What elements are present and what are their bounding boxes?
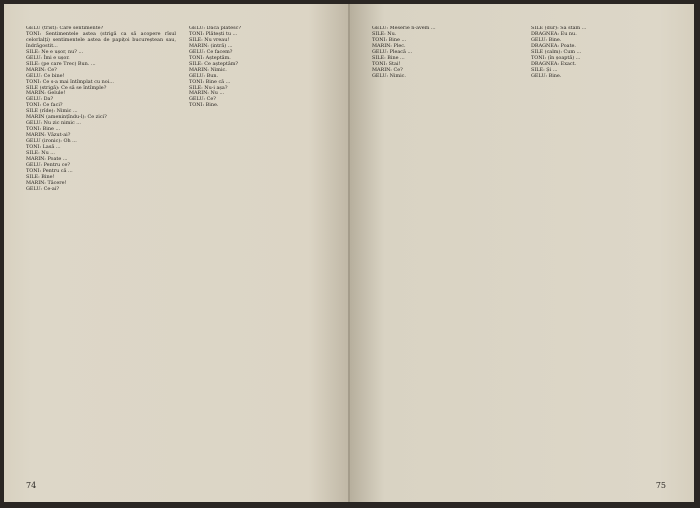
script-paragraph: GELU (trist): Care sentimente? (26, 26, 104, 31)
right-page (350, 4, 694, 502)
right-page-column-1 (372, 26, 522, 456)
script-paragraph: MARIN: Nu ... (189, 90, 225, 97)
script-paragraph: GELU: Bine. (531, 36, 562, 43)
script-paragraph: TONI: Lasă ... (26, 144, 61, 151)
script-paragraph: SILE (dur): Să stăm ... (531, 26, 587, 31)
script-paragraph: MARIN: Nimic. (189, 66, 227, 73)
script-paragraph: MARIN (amenințîndu-l): Ce zici? (26, 114, 107, 121)
script-paragraph: SILE: Nu ... (26, 150, 55, 157)
script-paragraph: SILE: Nu. (372, 30, 397, 37)
script-paragraph: GELU: Ce bine! (26, 72, 65, 79)
script-paragraph: GELU: Nimic. (372, 72, 406, 79)
script-paragraph: SILE (calm): Cum ... (531, 48, 582, 55)
script-paragraph: DRAGNEA: Exact. (531, 60, 577, 67)
script-paragraph: TONI: (în șoaptă) ... (531, 54, 581, 61)
script-paragraph: SILE: Ce așteptăm? (189, 60, 239, 67)
script-paragraph: MARIN: (intră) ... (189, 42, 233, 49)
script-paragraph: GELU: Pentru ce? (26, 161, 70, 168)
script-paragraph: GELU: Dacă plătesc? (189, 26, 241, 31)
script-paragraph: GELU: Bun. (189, 72, 219, 79)
script-paragraph: MARIN: Poate ... (26, 155, 68, 162)
script-paragraph: SILE: Și ... (531, 66, 558, 73)
script-paragraph: TONI: Bine. (189, 102, 219, 109)
script-paragraph: GELU: Îmi e ușor. (26, 54, 70, 61)
left-page-number: 74 (26, 481, 37, 490)
script-paragraph: MARIN: Gelule! (26, 90, 66, 97)
script-paragraph: SILE: Nu-i așa? (189, 84, 228, 91)
script-paragraph: TONI: Bine ... (372, 36, 407, 43)
script-paragraph: GELU: Ce facem? (189, 48, 233, 55)
script-paragraph: SILE (rîde): Nimic ... (26, 108, 78, 115)
left-page-column-2 (189, 26, 339, 456)
script-paragraph: SILE: Bine ... (372, 54, 405, 61)
script-paragraph: SILE: Bine! (26, 173, 55, 180)
script-paragraph: MARIN: Ce? (26, 66, 57, 73)
script-paragraph: DRAGNEA: Eu nu. (531, 30, 577, 37)
script-paragraph: DRAGNEA: Poate. (531, 42, 576, 49)
script-paragraph: SILE: Ne e ușor, nu? ... (26, 48, 84, 55)
script-paragraph: TONI: Ce s-a mai întîmplat cu noi... (26, 78, 114, 85)
script-paragraph: SILE (strigă): Ce să se întîmple? (26, 84, 107, 91)
script-paragraph: MARIN: Văzut-ai? (26, 132, 71, 139)
script-paragraph: TONI: Sentimentele astea (strigă ca să acopere rîsul celorlalți) sentimentele astea de papițoi bucureștean sau, îndrăgostit... (26, 30, 176, 49)
script-paragraph: TONI: Stai! (372, 60, 401, 67)
left-page (4, 4, 350, 502)
script-paragraph: GELU: Da? (26, 96, 54, 103)
script-paragraph: TONI: Pentru că ... (26, 167, 73, 174)
script-paragraph: GELU (ironic): Oh ... (26, 138, 77, 145)
script-paragraph: GELU: Pleacă ... (372, 48, 413, 55)
script-paragraph: MARIN: Ce? (372, 66, 403, 73)
script-paragraph: MARIN: Tăcere! (26, 179, 67, 186)
left-page-column-1 (26, 26, 176, 456)
script-paragraph: SILE: Nu vreau! (189, 36, 230, 43)
script-paragraph: MARIN: Plec. (372, 42, 406, 49)
right-page-number: 75 (655, 481, 666, 490)
script-paragraph: TONI: Bine ... (26, 126, 61, 133)
script-paragraph: TONI: Plătești tu ... (189, 30, 238, 37)
script-paragraph: SILE: (pe care Trec) Bun. ... (26, 60, 96, 67)
script-paragraph: GELU: Meserie n-avem ... (372, 26, 436, 31)
script-paragraph: TONI: Bine că ... (189, 78, 231, 85)
script-paragraph: TONI: Ce faci? (26, 102, 63, 109)
script-paragraph: GELU: Ce-ai? (26, 185, 59, 192)
script-paragraph: TONI: Așteptăm. (189, 54, 231, 61)
script-paragraph: GELU: Ce? (189, 96, 216, 103)
right-page-column-2 (531, 26, 681, 456)
script-paragraph: GELU: Nu zic nimic ... (26, 120, 81, 127)
script-paragraph: GELU: Bine. (531, 72, 562, 79)
